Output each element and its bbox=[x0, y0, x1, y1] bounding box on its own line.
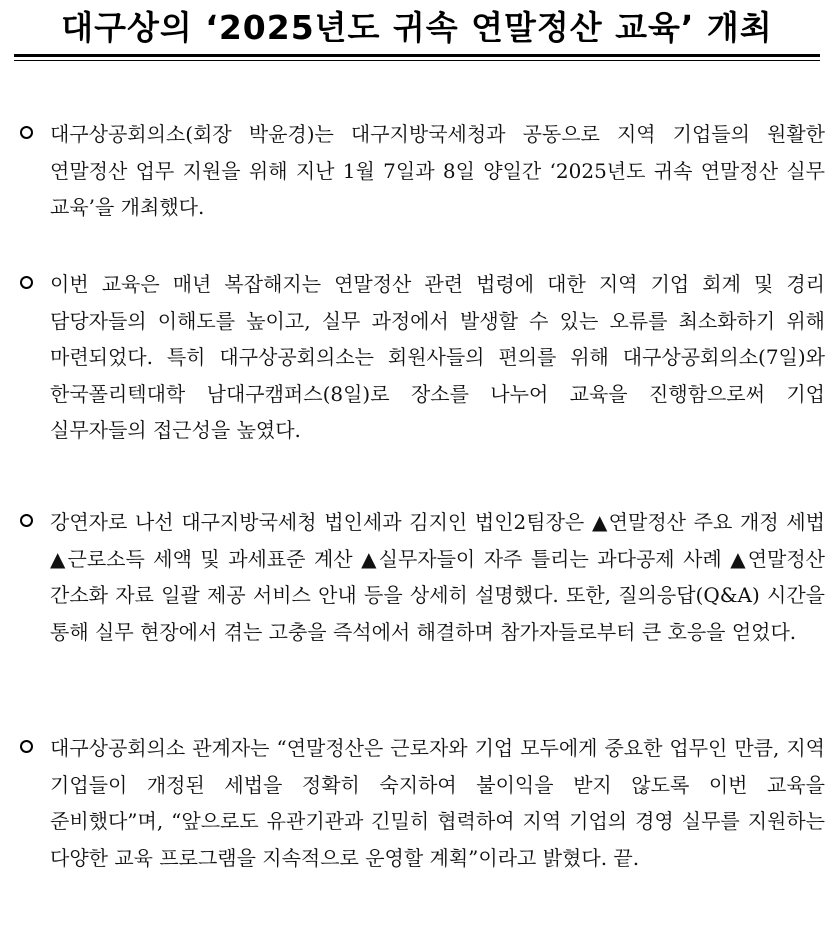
circle-bullet-icon bbox=[20, 276, 33, 289]
paragraph-text: 대구상공회의소(회장 박윤경)는 대구지방국세청과 공동으로 지역 기업들의 원활한 연말정산 업무 지원을 위해 지난 1월 7일과 8일 양일간 ‘2025년도 귀속 연말정산 실무 교육’을 개최했다. bbox=[50, 122, 825, 219]
paragraph-1 bbox=[20, 116, 825, 226]
document-title: 대구상의 ‘2025년도 귀속 연말정산 교육’ 개최 bbox=[61, 8, 773, 47]
paragraph-4 bbox=[20, 730, 825, 876]
title-underline-thin bbox=[14, 60, 820, 61]
title-block bbox=[14, 0, 820, 66]
circle-bullet-icon bbox=[20, 514, 33, 527]
title-underline-thick bbox=[14, 54, 820, 57]
paragraph-3 bbox=[20, 504, 825, 650]
paragraph-text: 강연자로 나선 대구지방국세청 법인세과 김지인 법인2팀장은 ▲연말정산 주요 개정 세법 ▲근로소득 세액 및 과세표준 계산 ▲실무자들이 자주 틀리는 과다공제 사례 ▲연말정산 간소화 자료 일괄 제공 서비스 안내 등을 상세히 설명했다. 또한, 질의응답(Q&A) 시간을 통해 실무 현장에서 겪는 고충을 즉석에서 해결하며 참가자들로부터 큰 호응을 얻었다. bbox=[50, 510, 825, 644]
paragraph-text: 대구상공회의소 관계자는 “연말정산은 근로자와 기업 모두에게 중요한 업무인 만큼, 지역 기업들이 개정된 세법을 정확히 숙지하여 불이익을 받지 않도록 이번 교육을 준비했다”며, “앞으로도 유관기관과 긴밀히 협력하여 지역 기업의 경영 실무를 지원하는 다양한 교육 프로그램을 지속적으로 운영할 계획”이라고 밝혔다. 끝. bbox=[50, 736, 825, 870]
circle-bullet-icon bbox=[20, 126, 33, 139]
paragraph-2 bbox=[20, 266, 825, 449]
circle-bullet-icon bbox=[20, 740, 33, 753]
paragraph-text: 이번 교육은 매년 복잡해지는 연말정산 관련 법령에 대한 지역 기업 회계 및 경리 담당자들의 이해도를 높이고, 실무 과정에서 발생할 수 있는 오류를 최소화하기 위해 마련되었다. 특히 대구상공회의소는 회원사들의 편의를 위해 대구상공회의소(7일)와 한국폴리텍대학 남대구캠퍼스(8일)로 장소를 나누어 교육을 진행함으로써 기업 실무자들의 접근성을 높였다. bbox=[50, 272, 825, 442]
